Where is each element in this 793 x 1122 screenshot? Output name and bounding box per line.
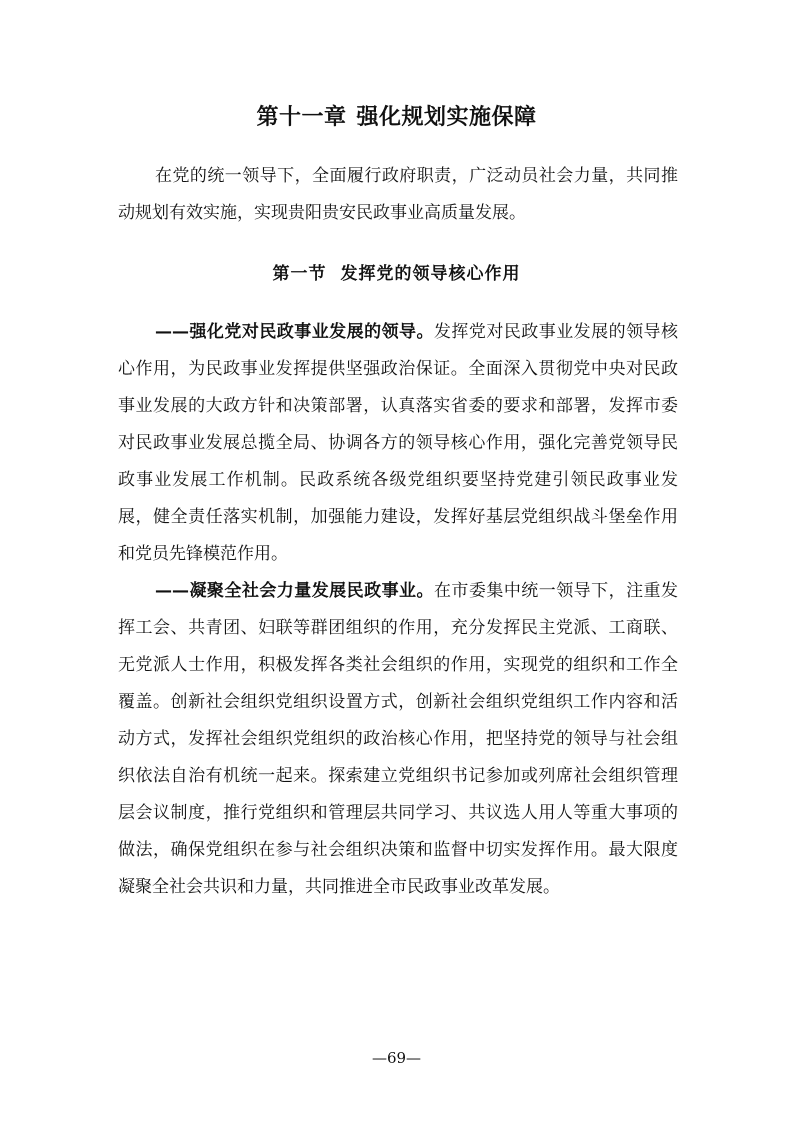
chapter-number: 第十一章 — [256, 105, 347, 130]
section-number: 第一节 — [272, 264, 327, 284]
paragraph-text: 发挥党对民政事业发展的领导核心作用，为民政事业发挥提供坚强政治保证。全面深入贯彻党中央对民政事业发展的大政方针和决策部署，认真落实省委的要求和部署，发挥市委对民政事业发展总揽全局、协调各方的领导核心作用，强化完善党领导民政事业发展工作机制。民政系统各级党组织要坚持党建引领民政事业发展，健全责任落实机制，加强能力建设，发挥好基层党组织战斗堡垒作用和党员先锋模范作用。 — [118, 322, 679, 564]
page-number: —69— — [371, 1049, 422, 1067]
section-title — [0, 256, 793, 292]
intro-paragraph: 在党的统一领导下，全面履行政府职责，广泛动员社会力量，共同推动规划有效实施，实现贵阳贵安民政事业高质量发展。 — [118, 166, 678, 223]
section-title-text: 发挥党的领导核心作用 — [340, 264, 521, 284]
chapter-title — [0, 98, 793, 138]
paragraph-heading: ——凝聚全社会力量发展民政事业。 — [155, 581, 434, 601]
paragraph-party-leadership — [118, 314, 678, 573]
paragraph-social-forces — [118, 573, 678, 906]
chapter-title-text: 强化规划实施保障 — [356, 105, 537, 130]
paragraph-heading: ——强化党对民政事业发展的领导。 — [155, 322, 434, 342]
paragraph-text: 在市委集中统一领导下，注重发挥工会、共青团、妇联等群团组织的作用，充分发挥民主党派、工商联、无党派人士作用，积极发挥各类社会组织的作用，实现党的组织和工作全覆盖。创新社会组织党组织设置方式，创新社会组织党组织工作内容和活动方式，发挥社会组织党组织的政治核心作用，把坚持党的领导与社会组织依法自治有机统一起来。探索建立党组织书记参加或列席社会组织管理层会议制度，推行党组织和管理层共同学习、共议选人用人等重大事项的做法，确保党组织在参与社会组织决策和监督中切实发挥作用。最大限度凝聚全社会共识和力量，共同推进全市民政事业改革发展。 — [118, 581, 679, 897]
section-body — [118, 314, 678, 906]
